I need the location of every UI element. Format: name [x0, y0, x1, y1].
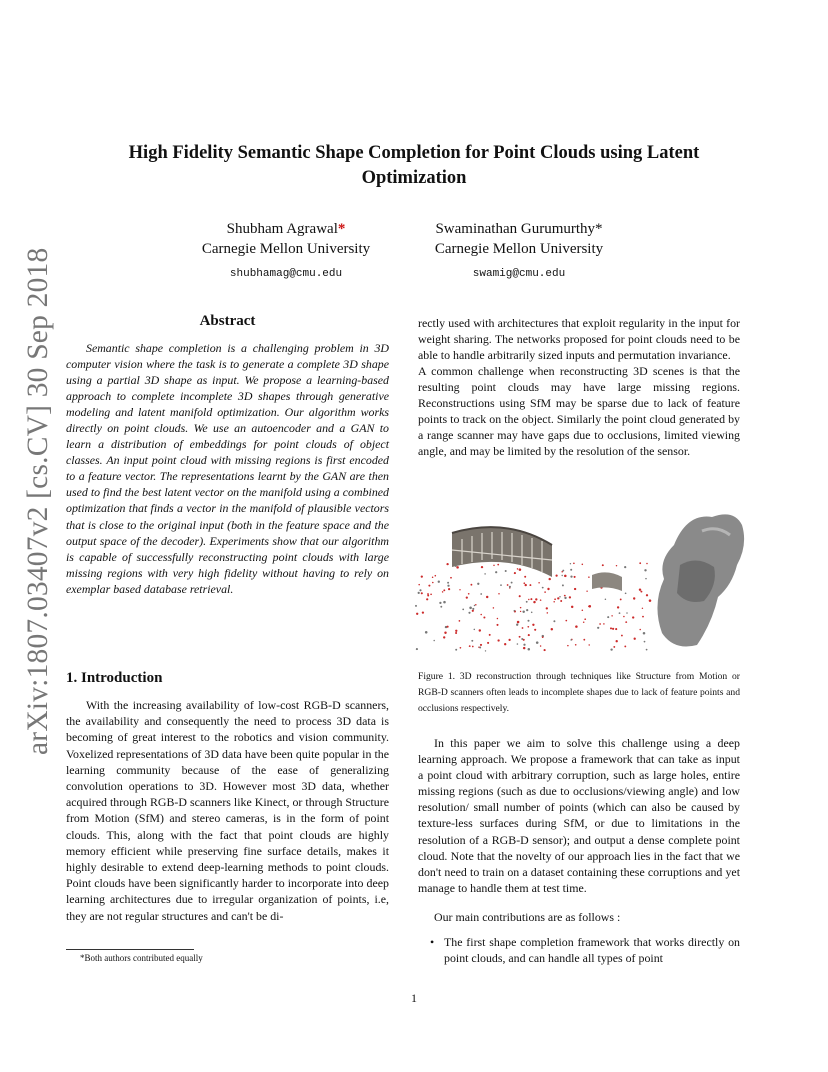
footnote: *Both authors contributed equally: [80, 953, 203, 963]
contributions-intro: Our main contributions are as follows :: [434, 910, 621, 924]
footnote-mark: *: [337, 221, 346, 237]
continuation-paragraph: rectly used with architectures that exploit regularity in the input for weight sharing. The networks proposed for point clouds need to be able to handle arbitrarily sized inputs and permutation invariance.: [418, 316, 740, 363]
author-affiliation: Carnegie Mellon University: [434, 241, 604, 257]
page-number: 1: [411, 991, 417, 1005]
abstract-section: [66, 308, 389, 597]
bullet-text: The first shape completion framework that works directly on point clouds, and can handle all types of point: [444, 935, 740, 965]
colosseum-reconstruction: [452, 527, 622, 591]
introduction-paragraph: With the increasing availability of low-cost RGB-D scanners, the availability and consequently the need to process 3D data is becoming of great interest to the robotics and vision community. Voxelized representations of 3D data have been quite popular in the learning community because of the ease of generalizing convolution operations to 3D. However most 3D data, whether acquired through RGB-D scanners like Kinect, or through Structure from Motion (SfM) and stereo cameras, is in the form of point clouds. This, along with the fact that point clouds are highly memory efficient while preserving fine surface details, makes it highly desirable to extend deep-learning methods to point clouds. Point clouds have been significantly harder to incorporate into deep learning architectures due to irregular organization of points, i.e, they are not regular structures and can't be di-: [66, 698, 389, 923]
scan-reconstruction: [657, 514, 744, 646]
challenge-paragraph: A common challenge when reconstructing 3D scenes is that the resulting point clouds may have large missing regions. Reconstructions using SfM may be sparse due to lack of feature points to track on the object. Similarly the point cloud generated by a range scanner may have gaps due to occlusions, limited viewing angle, and may be limited by the resolution of the sensor.: [418, 364, 740, 459]
author-name: Swaminathan Gurumurthy: [435, 221, 596, 237]
author-block-1: [170, 219, 402, 284]
author-email[interactable]: swamig@cmu.edu: [472, 268, 566, 280]
footnote-mark: *: [595, 221, 603, 237]
paper-title: High Fidelity Semantic Shape Completion for Point Clouds using Latent Optimization: [128, 143, 700, 188]
author-name: Shubham Agrawal: [226, 221, 338, 237]
figure-1: [412, 505, 748, 655]
bullet-dot-icon: •: [430, 935, 435, 949]
figure-1-caption: Figure 1. 3D reconstruction through techniques like Structure from Motion or RGB-D scanners often leads to incomplete shapes due to lack of feature points and occlusions respectively.: [418, 671, 740, 714]
author-block-2: [412, 219, 626, 284]
arxiv-identifier: arXiv:1807.03407v2 [cs.CV] 30 Sep 2018: [22, 247, 54, 755]
author-affiliation: Carnegie Mellon University: [201, 241, 371, 257]
contribution-bullet-1: [430, 934, 740, 966]
introduction-heading: 1. Introduction: [66, 670, 163, 686]
abstract-heading: Abstract: [199, 313, 256, 329]
figure-1-illustration: [412, 505, 748, 655]
author-email[interactable]: shubhamag@cmu.edu: [229, 268, 343, 280]
abstract-text: Semantic shape completion is a challenging problem in 3D computer vision where the task is to generate a complete 3D shape using a partial 3D shape as input. We propose a learning-based approach to complete incomplete 3D shapes through generative modeling and latent manifold optimization. Our algorithm works directly on point clouds. We use an autoencoder and a GAN to learn a distribution of embeddings for point clouds of object classes. An input point cloud with missing regions is first encoded to a feature vector. The representations learnt by the GAN are then used to find the best latent vector on the manifold using a combined optimization that finds a vector in the manifold of plausible vectors that is close to the original input (both in the feature space and the output space of the decoder). Experiments show that our algorithm is capable of successfully reconstructing point clouds with large missing regions with very high fidelity without having to rely on exemplar based database retrieval.: [66, 341, 389, 596]
footnote-rule: [66, 949, 194, 950]
approach-paragraph: In this paper we aim to solve this challenge using a deep learning approach. We propose a framework that can take as input a point cloud with arbitrary corruption, such as large holes, entire missing regions (such as due to occlusions/viewing angle) and low resolution/ small number of points (which can also be caused by texture-less surfaces during SfM, or due to limitations in the resolution of a RGB-D sensor); and output a dense complete point cloud. Note that the novelty of our approach lies in the fact that we don't need to train on a dataset containing these corruptions and yet manage to handle them at test time.: [418, 736, 740, 895]
right-column-top: [418, 315, 740, 459]
